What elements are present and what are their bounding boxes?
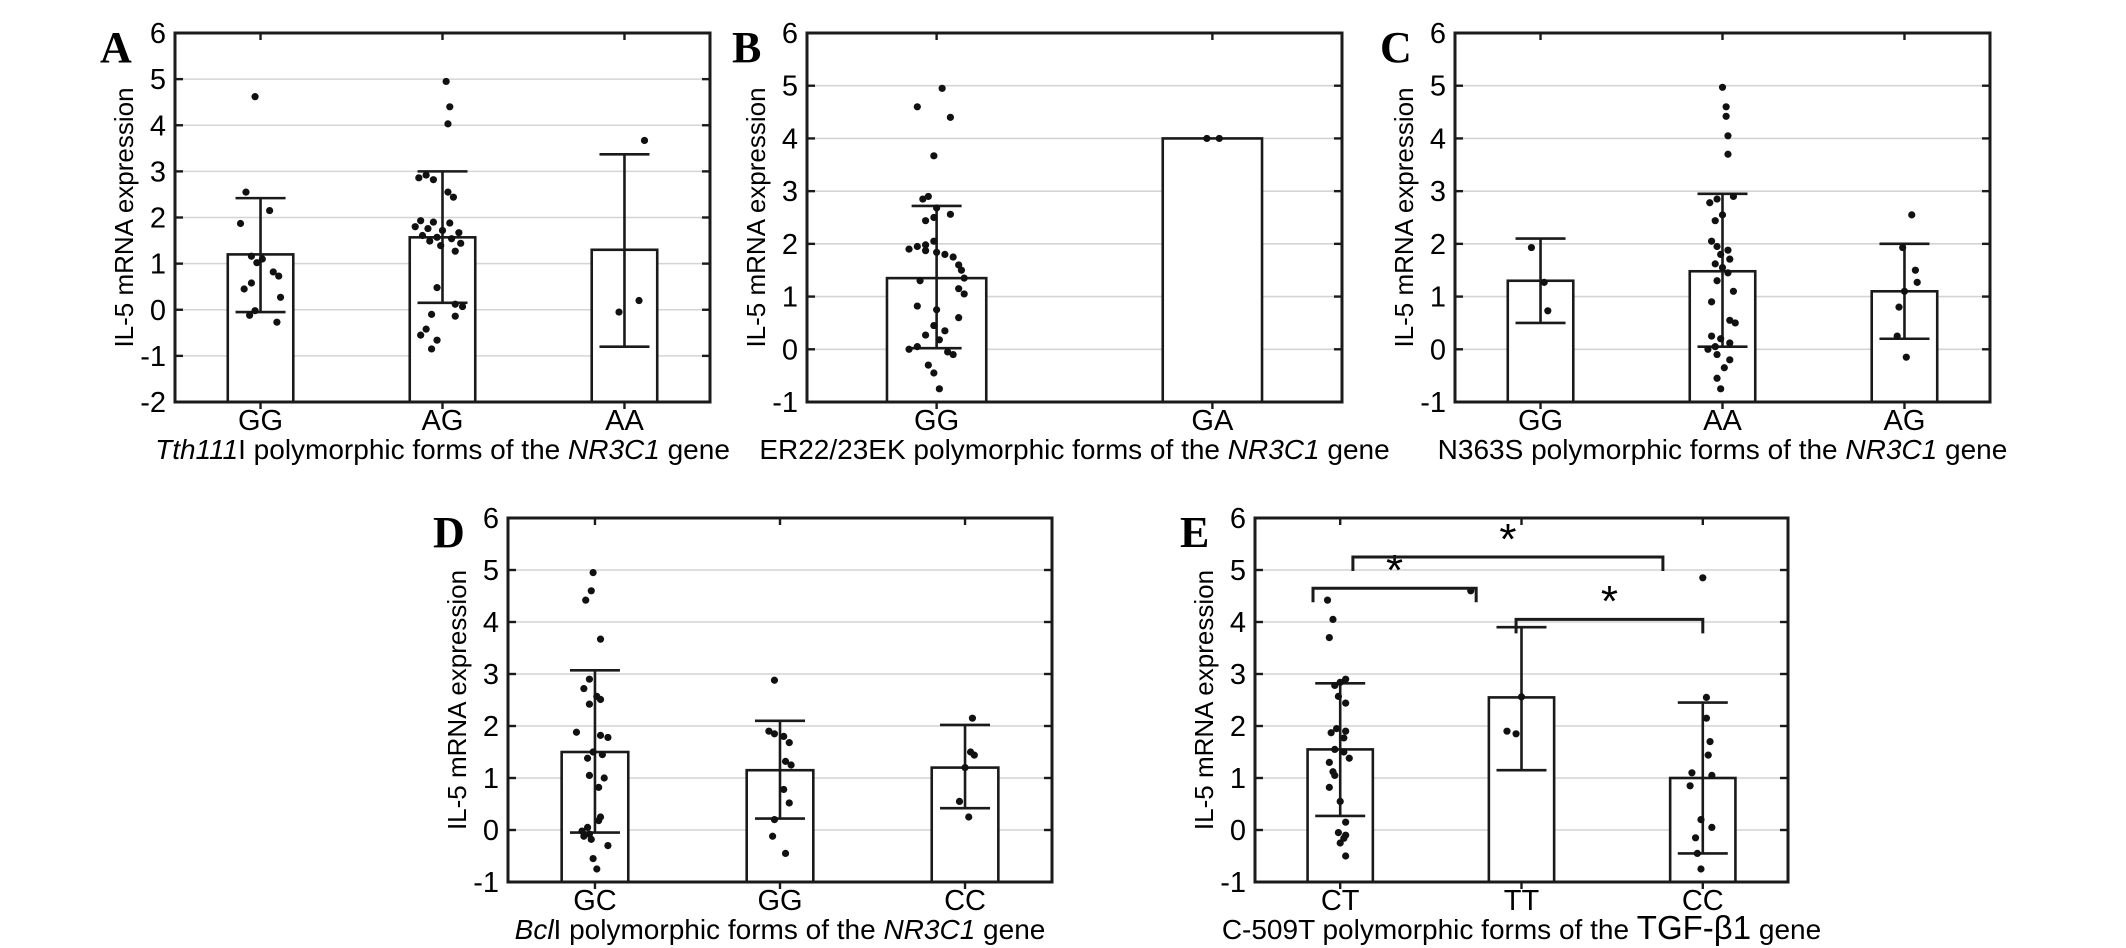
data-point xyxy=(1721,364,1728,371)
y-tick-label-4: 4 xyxy=(149,110,166,143)
y-tick-label--1: -1 xyxy=(140,340,166,373)
data-point xyxy=(1732,319,1739,326)
panel-a xyxy=(20,6,730,480)
data-point xyxy=(433,234,440,241)
data-point xyxy=(956,798,963,805)
data-point xyxy=(251,307,258,314)
x-axis-title: Tth111I polymorphic forms of the NR3C1 gene xyxy=(155,434,730,465)
y-tick-label-2: 2 xyxy=(482,711,499,743)
x-tick-label-AA: AA xyxy=(1703,405,1742,437)
y-tick-label-4: 4 xyxy=(482,607,499,639)
x-tick-label-GG: GG xyxy=(757,885,803,917)
y-tick-label-1: 1 xyxy=(482,763,499,795)
data-point xyxy=(1326,784,1333,791)
data-point xyxy=(1717,251,1724,258)
data-point xyxy=(450,194,457,201)
data-point xyxy=(788,761,795,768)
data-point xyxy=(615,308,622,315)
data-point xyxy=(1712,217,1719,224)
y-tick-label-2: 2 xyxy=(781,228,798,261)
data-point xyxy=(428,345,435,352)
data-point xyxy=(444,120,451,127)
y-tick-label-6: 6 xyxy=(781,18,798,50)
y-axis-title: IL-5 mRNA expression xyxy=(1389,87,1419,348)
data-point xyxy=(941,251,948,258)
data-point xyxy=(771,677,778,684)
data-point xyxy=(914,243,921,250)
data-point xyxy=(941,327,948,334)
data-point xyxy=(253,259,260,266)
data-point xyxy=(1324,597,1331,604)
data-point xyxy=(933,249,940,256)
data-point xyxy=(1708,238,1715,245)
data-point xyxy=(905,346,912,353)
y-tick-label-5: 5 xyxy=(482,555,499,587)
data-point xyxy=(1335,829,1342,836)
x-axis-title: BclI polymorphic forms of the NR3C1 gene xyxy=(514,914,1046,945)
data-point xyxy=(1713,195,1720,202)
data-point xyxy=(1694,850,1701,857)
data-point xyxy=(933,306,940,313)
data-point xyxy=(1337,798,1344,805)
y-tick-label-4: 4 xyxy=(1429,123,1446,156)
data-point xyxy=(1342,700,1349,707)
data-point xyxy=(1903,354,1910,361)
data-point xyxy=(939,85,946,92)
data-point xyxy=(1895,304,1902,311)
data-point xyxy=(914,302,921,309)
x-tick-label-AG: AG xyxy=(421,405,464,437)
panel-C-chart xyxy=(1300,6,2120,480)
y-tick-label-1: 1 xyxy=(1429,281,1446,314)
y-tick-label-0: 0 xyxy=(781,334,798,367)
y-tick-label-4: 4 xyxy=(781,123,798,156)
data-point xyxy=(1726,339,1733,346)
data-point xyxy=(443,78,450,85)
data-point xyxy=(1342,728,1349,735)
data-point xyxy=(1912,267,1919,274)
data-point xyxy=(430,219,437,226)
data-point xyxy=(446,219,453,226)
data-point xyxy=(1544,307,1551,314)
data-point xyxy=(955,285,962,292)
data-point xyxy=(1704,346,1711,353)
data-point xyxy=(1899,244,1906,251)
error-bars xyxy=(570,670,990,832)
data-point xyxy=(273,319,280,326)
y-tick-label--1: -1 xyxy=(772,387,798,419)
y-tick-label-1: 1 xyxy=(781,281,798,314)
data-point xyxy=(780,733,787,740)
bar-GA xyxy=(1163,138,1262,402)
data-point xyxy=(277,294,284,301)
data-point xyxy=(961,764,968,771)
data-point xyxy=(586,701,593,708)
data-point xyxy=(635,297,642,304)
data-point xyxy=(452,301,459,308)
data-point xyxy=(586,676,593,683)
y-tick-label-3: 3 xyxy=(1429,176,1446,209)
significance-star: * xyxy=(1499,514,1517,564)
y-tick-label--1: -1 xyxy=(473,867,499,899)
y-tick-label-6: 6 xyxy=(149,18,166,50)
data-point xyxy=(1723,113,1730,120)
data-point xyxy=(1503,728,1510,735)
data-point xyxy=(248,253,255,260)
data-point xyxy=(433,284,440,291)
data-point xyxy=(459,303,466,310)
data-point xyxy=(423,326,430,333)
data-point xyxy=(604,842,611,849)
data-point xyxy=(1342,819,1349,826)
data-point xyxy=(1699,574,1706,581)
data-point xyxy=(1331,772,1338,779)
data-point xyxy=(597,696,604,703)
data-point xyxy=(1723,103,1730,110)
data-point xyxy=(1730,288,1737,295)
data-point xyxy=(412,223,419,230)
data-point xyxy=(1724,269,1731,276)
data-point xyxy=(251,93,258,100)
data-point xyxy=(430,176,437,183)
data-point xyxy=(426,237,433,244)
data-point xyxy=(1894,333,1901,340)
y-tick-label-0: 0 xyxy=(482,815,499,847)
data-point xyxy=(1724,132,1731,139)
data-point xyxy=(1326,634,1333,641)
data-point xyxy=(1706,199,1713,206)
data-point xyxy=(947,114,954,121)
data-point xyxy=(1719,84,1726,91)
data-point xyxy=(930,369,937,376)
data-point xyxy=(905,246,912,253)
data-point xyxy=(914,343,921,350)
data-point xyxy=(275,272,282,279)
y-tick-label-2: 2 xyxy=(1229,711,1246,743)
data-point xyxy=(769,833,776,840)
data-point xyxy=(1717,335,1724,342)
y-tick-label-0: 0 xyxy=(149,294,166,327)
data-point xyxy=(1713,375,1720,382)
data-point xyxy=(580,833,587,840)
data-point xyxy=(930,322,937,329)
data-point xyxy=(586,772,593,779)
data-point xyxy=(771,730,778,737)
data-point xyxy=(1331,682,1338,689)
panel-letter-E: E xyxy=(1180,508,1210,557)
y-tick-label-3: 3 xyxy=(781,176,798,209)
data-point xyxy=(1328,729,1335,736)
x-tick-label-GC: GC xyxy=(573,885,617,917)
data-point xyxy=(1692,834,1699,841)
data-point xyxy=(971,752,978,759)
x-tick-label-CC: CC xyxy=(1681,885,1724,917)
y-tick-label-2: 2 xyxy=(149,202,166,235)
data-point xyxy=(1713,243,1720,250)
data-point xyxy=(415,174,422,181)
data-point xyxy=(1329,616,1336,623)
x-tick-label-AG: AG xyxy=(1883,405,1926,437)
data-point xyxy=(1724,151,1731,158)
y-tick-label-6: 6 xyxy=(1229,503,1246,535)
y-tick-label-5: 5 xyxy=(781,70,798,103)
data-point xyxy=(1708,298,1715,305)
data-point xyxy=(955,314,962,321)
significance-star: * xyxy=(1600,577,1618,627)
data-point xyxy=(248,279,255,286)
y-tick-label--1: -1 xyxy=(1420,387,1446,419)
data-point xyxy=(950,351,957,358)
data-point xyxy=(1719,211,1726,218)
data-point xyxy=(922,247,929,254)
data-point xyxy=(1203,135,1210,142)
data-point xyxy=(786,739,793,746)
x-tick-label-AA: AA xyxy=(605,405,644,437)
data-point xyxy=(437,242,444,249)
data-point xyxy=(1901,288,1908,295)
data-point xyxy=(1726,356,1733,363)
data-point xyxy=(446,103,453,110)
data-point xyxy=(1705,752,1712,759)
data-point xyxy=(1730,193,1737,200)
data-point xyxy=(424,225,431,232)
data-point xyxy=(423,171,430,178)
bars xyxy=(887,138,1262,402)
data-point xyxy=(242,189,249,196)
data-point xyxy=(1712,260,1719,267)
panel-letter-C: C xyxy=(1380,23,1412,72)
data-point xyxy=(237,220,244,227)
data-point xyxy=(439,227,446,234)
panel-d xyxy=(350,492,1100,948)
data-point xyxy=(599,751,606,758)
significance-star: * xyxy=(1386,546,1404,596)
y-tick-label--2: -2 xyxy=(140,387,166,419)
data-point xyxy=(1518,693,1525,700)
y-tick-label-1: 1 xyxy=(1229,763,1246,795)
data-point xyxy=(597,732,604,739)
data-point xyxy=(457,240,464,247)
y-tick-label-5: 5 xyxy=(149,64,166,97)
data-point xyxy=(595,784,602,791)
data-point xyxy=(1342,852,1349,859)
data-point xyxy=(419,232,426,239)
panel-c xyxy=(1300,6,2120,480)
data-point xyxy=(452,313,459,320)
x-axis-title: ER22/23EK polymorphic forms of the NR3C1 gene xyxy=(759,434,1390,465)
x-tick-label-TT: TT xyxy=(1503,885,1540,917)
y-tick-label-6: 6 xyxy=(482,503,499,535)
data-point xyxy=(961,275,968,282)
data-point xyxy=(914,103,921,110)
x-axis-title: C-509T polymorphic forms of the TGF-β1 gene xyxy=(1221,909,1822,946)
y-tick-label-5: 5 xyxy=(1229,555,1246,587)
data-point xyxy=(593,865,600,872)
data-point xyxy=(1708,772,1715,779)
data-point xyxy=(1706,738,1713,745)
data-point xyxy=(1346,755,1353,762)
data-point xyxy=(601,774,608,781)
data-point xyxy=(448,235,455,242)
data-point xyxy=(604,734,611,741)
data-point xyxy=(417,332,424,339)
x-tick-label-GG: GG xyxy=(237,405,284,437)
y-tick-label-5: 5 xyxy=(1429,70,1446,103)
data-point xyxy=(1541,279,1548,286)
data-point xyxy=(1512,730,1519,737)
y-tick-label-2: 2 xyxy=(1429,228,1446,261)
data-point xyxy=(969,715,976,722)
data-point xyxy=(1340,734,1347,741)
data-point xyxy=(1528,244,1535,251)
y-tick-label-3: 3 xyxy=(149,156,166,189)
data-point xyxy=(933,204,940,211)
data-point xyxy=(961,290,968,297)
x-tick-label-CC: CC xyxy=(944,885,986,917)
data-point xyxy=(455,229,462,236)
data-point xyxy=(452,248,459,255)
data-point xyxy=(241,285,248,292)
data-point xyxy=(417,217,424,224)
data-point xyxy=(1719,264,1726,271)
data-point xyxy=(266,207,273,214)
panel-letter-B: B xyxy=(732,23,762,72)
data-point xyxy=(1697,865,1704,872)
panel-E-chart xyxy=(1070,492,1860,948)
data-point xyxy=(1337,839,1344,846)
data-point xyxy=(916,277,923,284)
data-point xyxy=(1908,211,1915,218)
data-point xyxy=(1335,693,1342,700)
data-point xyxy=(919,195,926,202)
x-axis-title: N363S polymorphic forms of the NR3C1 gene xyxy=(1437,434,2008,465)
data-point xyxy=(925,362,932,369)
data-point xyxy=(1340,748,1347,755)
data-point xyxy=(597,636,604,643)
data-point xyxy=(595,817,602,824)
data-point xyxy=(1726,256,1733,263)
data-point xyxy=(1216,135,1223,142)
x-tick-label-GG: GG xyxy=(914,405,960,437)
y-tick-label-0: 0 xyxy=(1429,334,1446,367)
data-point xyxy=(1708,824,1715,831)
data-point xyxy=(771,816,778,823)
data-point xyxy=(1717,385,1724,392)
data-point xyxy=(1713,351,1720,358)
data-point xyxy=(950,253,957,260)
data-point xyxy=(1331,746,1338,753)
data-point xyxy=(1703,715,1710,722)
x-tick-label-CT: CT xyxy=(1320,885,1360,917)
panel-e xyxy=(1070,492,1860,948)
data-point xyxy=(580,685,587,692)
y-tick-label-3: 3 xyxy=(482,659,499,691)
data-point xyxy=(930,238,937,245)
y-tick-label-6: 6 xyxy=(1429,18,1446,50)
data-point xyxy=(588,836,595,843)
y-axis-title: IL-5 mRNA expression xyxy=(442,569,472,831)
y-tick-label-3: 3 xyxy=(1229,659,1246,691)
data-point xyxy=(641,137,648,144)
data-point xyxy=(965,813,972,820)
data-point xyxy=(947,211,954,218)
data-point xyxy=(1713,277,1720,284)
data-point xyxy=(1724,247,1731,254)
data-point xyxy=(958,267,965,274)
data-point xyxy=(922,217,929,224)
x-tick-label-GG: GG xyxy=(1517,405,1564,437)
data-point xyxy=(590,855,597,862)
data-point xyxy=(590,569,597,576)
y-tick-label-4: 4 xyxy=(1229,607,1246,639)
panel-letter-D: D xyxy=(433,508,465,557)
data-point xyxy=(444,189,451,196)
data-point xyxy=(930,214,937,221)
data-point xyxy=(590,748,597,755)
data-point xyxy=(936,336,943,343)
data-point xyxy=(1708,333,1715,340)
data-point xyxy=(246,312,253,319)
data-point xyxy=(1914,279,1921,286)
data-point xyxy=(1703,694,1710,701)
y-tick-label--1: -1 xyxy=(1220,867,1246,899)
data-point xyxy=(782,850,789,857)
data-point xyxy=(433,337,440,344)
data-point xyxy=(1687,782,1694,789)
data-point xyxy=(780,786,787,793)
panel-D-chart xyxy=(350,492,1100,948)
y-axis-title: IL-5 mRNA expression xyxy=(741,87,771,348)
y-axis-title: IL-5 mRNA expression xyxy=(1189,569,1219,831)
data-point xyxy=(428,311,435,318)
data-point xyxy=(930,152,937,159)
data-point xyxy=(786,799,793,806)
data-point xyxy=(582,597,589,604)
data-point xyxy=(573,729,580,736)
data-point xyxy=(922,331,929,338)
panel-A-chart xyxy=(20,6,730,480)
data-point xyxy=(1326,759,1333,766)
x-tick-label-GA: GA xyxy=(1191,405,1234,437)
data-point xyxy=(588,587,595,594)
y-axis-title: IL-5 mRNA expression xyxy=(109,87,139,348)
data-point xyxy=(584,755,591,762)
panel-letter-A: A xyxy=(100,23,132,72)
y-tick-label-1: 1 xyxy=(149,248,166,281)
data-point xyxy=(1697,816,1704,823)
y-tick-label-0: 0 xyxy=(1229,815,1246,847)
data-point xyxy=(1712,343,1719,350)
data-point xyxy=(1688,769,1695,776)
data-point xyxy=(936,385,943,392)
